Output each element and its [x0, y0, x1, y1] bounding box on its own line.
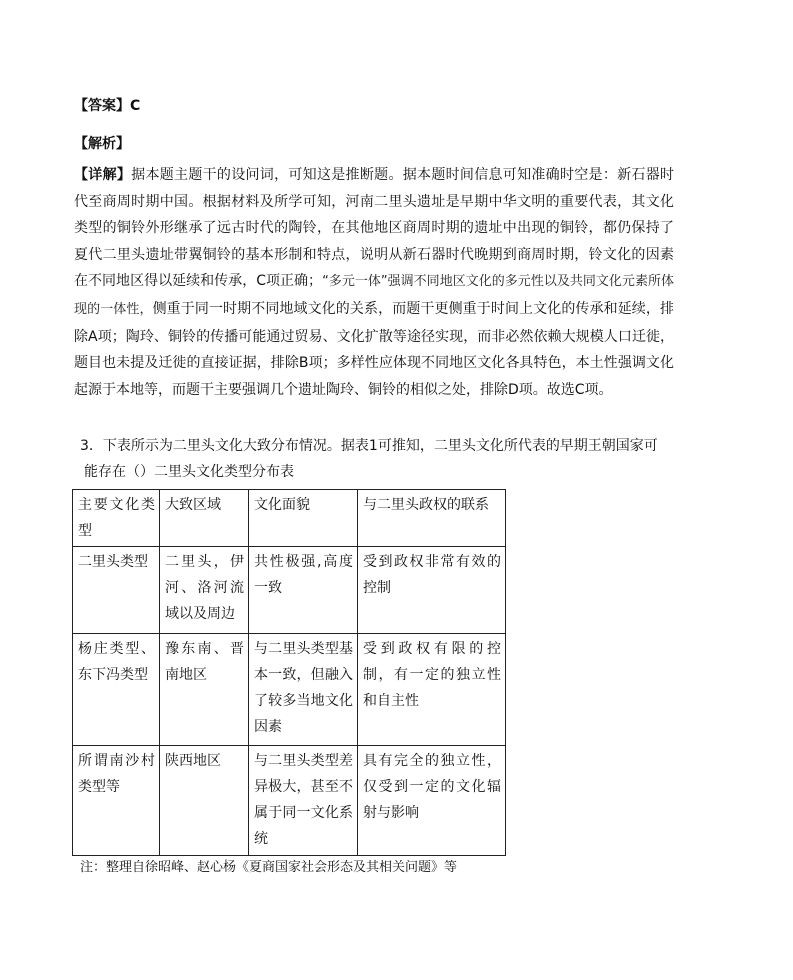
analysis-text-b: “多元一体”强调不同地区文化的多元性以及共同文化元素所体现的一体性， [74, 274, 674, 317]
answer-line [74, 96, 140, 116]
header-cell: 主要文化类型 [73, 490, 160, 547]
table-cell: 受到政权有限的控制，有一定的独立性和自主性 [358, 634, 506, 746]
table-row [73, 746, 506, 856]
table-cell: 与二里头类型基本一致，但融入了较多当地文化因素 [249, 634, 358, 746]
analysis-text-c: 侧重于同一时期不同地域文化的关系，而题干更侧重于时间上文化的传承和延续，排除A项；陶玲、铜铃的传播可能通过贸易、文化扩散等途径实现，而非必然依赖大规模人口迁徙，题目也未提及迁徙的直接证据，排除B项；多样性应体现不同地区文化各具特色，本土性强调文化起源于本地等，而题干主要强调几个遗址陶玲、铜铃的相似之处，排除D项。故选C项。 [74, 300, 674, 398]
table-row [73, 547, 506, 634]
table-cell: 所谓南沙村类型等 [73, 746, 160, 856]
table-row [73, 634, 506, 746]
detail-label: 【详解】 [74, 167, 132, 183]
analysis-label: 【解析】 [74, 136, 130, 152]
header-cell: 文化面貌 [249, 490, 358, 547]
answer-value: C [130, 98, 141, 114]
table-cell: 受到政权非常有效的控制 [358, 547, 506, 634]
analysis-text-a: 据本题主题干的设问词，可知这是推断题。据本题时间信息可知准确时空是：新石器时代至商周时期中国。根据材料及所学可知，河南二里头遗址是早期中华文明的重要代表，其文化类型的铜铃外形继承了远古时代的陶铃，在其他地区商周时期的遗址中出现的铜铃，都仍保持了夏代二里头遗址带翼铜铃的基本形制和特点，说明从新石器时代晚期到商周时期，铃文化的因素在不同地区得以延续和传承，C项正确； [74, 167, 674, 290]
table-cell: 二里头，伊河、洛河流域以及周边 [160, 547, 249, 634]
table-cell: 共性极强,高度一致 [249, 547, 358, 634]
question-line-2: 能存在（）二里头文化类型分布表 [84, 464, 294, 480]
analysis-paragraph [74, 162, 674, 403]
table-cell: 豫东南、晋南地区 [160, 634, 249, 746]
table-cell: 具有完全的独立性，仅受到一定的文化辐射与影响 [358, 746, 506, 856]
answer-label: 【答案】 [74, 98, 130, 114]
table-header-row [73, 490, 506, 547]
table-cell: 陕西地区 [160, 746, 249, 856]
header-cell: 与二里头政权的联系 [358, 490, 506, 547]
table-cell: 二里头类型 [73, 547, 160, 634]
table-cell: 杨庄类型、东下冯类型 [73, 634, 160, 746]
header-cell: 大致区域 [160, 490, 249, 547]
culture-distribution-table [72, 489, 506, 856]
table-cell: 与二里头类型差异极大，甚至不属于同一文化系统 [249, 746, 358, 856]
question-line-1: 3．下表所示为二里头文化大致分布情况。据表1可推知，二里头文化所代表的早期王朝国家可 [80, 438, 658, 454]
table-note: 注：整理自徐昭峰、赵心杨《夏商国家社会形态及其相关问题》等 [80, 860, 458, 875]
